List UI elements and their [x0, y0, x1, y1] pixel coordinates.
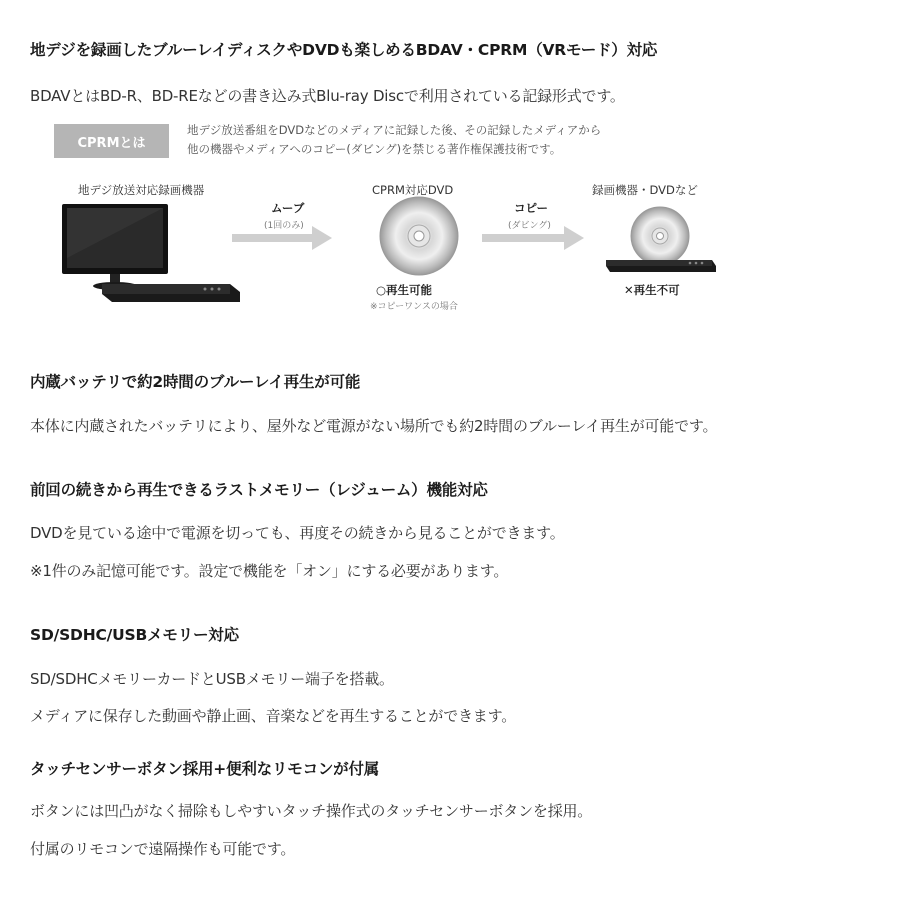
cprm-desc-line2: 他の機器やメディアへのコピー(ダビング)を禁じる著作権保護技術です。	[187, 142, 562, 156]
section-text-sd-2: メディアに保存した動画や静止画、音楽などを再生することができます。	[30, 707, 517, 725]
section-text-touch-1: ボタンには凹凸がなく掃除もしやすいタッチ操作式のタッチセンサーボタンを採用。	[30, 802, 593, 820]
section-heading-touch: タッチセンサーボタン採用+便利なリモコンが付属	[30, 760, 380, 778]
tv-monitor-icon	[62, 204, 168, 290]
cprm-desc-line1: 地デジ放送番組をDVDなどのメディアに記録した後、その記録したメディアから	[187, 123, 602, 137]
playable-note: ※コピーワンスの場合	[370, 302, 458, 312]
section-text-battery: 本体に内蔵されたバッテリにより、屋外など電源がない場所でも約2時間のブルーレイ再生が可能です。	[30, 417, 718, 435]
section-heading-battery: 内蔵バッテリで約2時間のブルーレイ再生が可能	[30, 373, 361, 391]
target-label: 録画機器・DVDなど	[592, 183, 698, 197]
cprm-diagram	[40, 118, 740, 318]
move-label: ムーブ	[271, 201, 305, 215]
cprm-description	[187, 121, 601, 159]
move-sublabel: (1回のみ)	[264, 221, 304, 231]
recorder-label: 地デジ放送対応録画機器	[78, 183, 205, 197]
section-text-bdav: BDAVとはBD-R、BD-REなどの書き込み式Blu-ray Discで利用されている記録形式です。	[30, 87, 625, 105]
section-text-resume-2: ※1件のみ記憶可能です。設定で機能を「オン」にする必要があります。	[30, 562, 509, 580]
target-disc-icon	[631, 207, 689, 265]
section-text-resume-1: DVDを見ている途中で電源を切っても、再度その続きから見ることができます。	[30, 524, 565, 542]
section-text-touch-2: 付属のリモコンで遠隔操作も可能です。	[30, 840, 296, 858]
dvd-label: CPRM対応DVD	[372, 183, 454, 197]
section-heading-sd: SD/SDHC/USBメモリー対応	[30, 626, 239, 644]
section-heading-resume: 前回の続きから再生できるラストメモリー（レジューム）機能対応	[30, 481, 488, 499]
playable-label: ○再生可能	[376, 283, 433, 297]
cprm-label-box: CPRMとは	[54, 124, 169, 158]
dvd-disc-icon	[380, 197, 458, 275]
copy-sublabel: (ダビング)	[508, 221, 551, 231]
recorder-device-icon	[102, 284, 240, 302]
copy-label: コピー	[514, 201, 549, 215]
section-text-sd-1: SD/SDHCメモリーカードとUSBメモリー端子を搭載。	[30, 670, 394, 688]
target-recorder-icon	[606, 260, 716, 272]
section-heading-bdav: 地デジを録画したブルーレイディスクやDVDも楽しめるBDAV・CPRM（VRモード）対応	[30, 41, 658, 59]
not-playable-label: ✕再生不可	[624, 283, 680, 297]
